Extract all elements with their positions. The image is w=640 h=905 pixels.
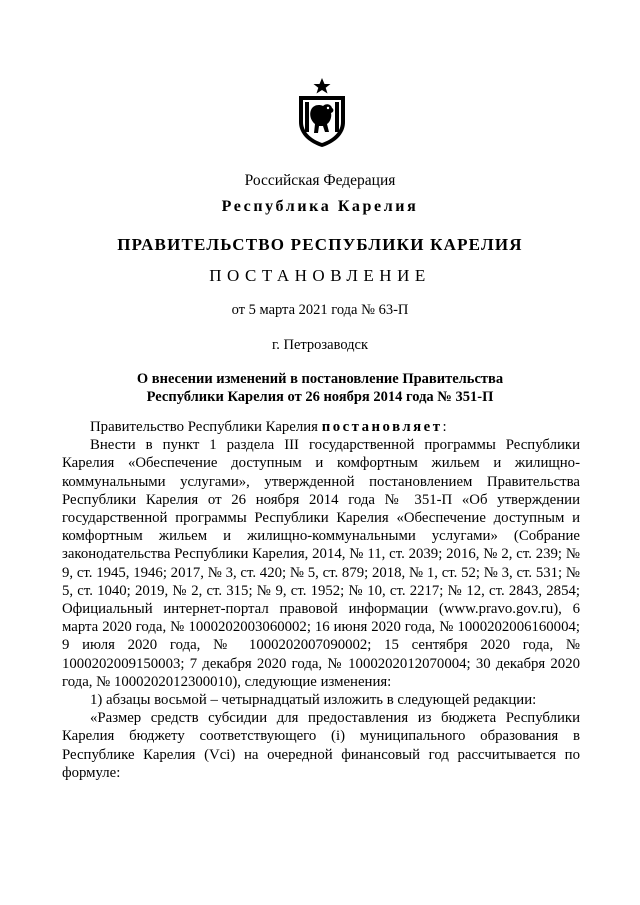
republic-heading: Республика Карелия: [221, 198, 419, 215]
decree-prefix: Правительство Республики Карелия: [90, 419, 322, 435]
document-body: [62, 418, 580, 782]
document-title-line: О внесении изменений в постановление Правительства: [136, 371, 504, 387]
body-paragraph: Внести в пункт 1 раздела III государственной программы Республики Карелия «Обеспечение доступным и комфортным жильем и жилищно-коммунальными услугами», утвержденной постановлением Правительства Республики Карелия от 26 ноября 2014 года № 351-П «Об утверждении государственной программы Республики Карелия «Обеспечение доступным и комфортным жильем и жилищно-коммунальными услугами» (Собрание законодательства Республики Карелия, 2014, № 11, ст. 2039; 2016, № 2, ст. 239; № 9, ст. 1945, 1946; 2017, № 3, ст. 420; № 5, ст. 879; 2018, № 1, ст. 52; № 3, ст. 531; № 5, ст. 1040; 2019, № 2, ст. 315; № 9, ст. 1952; № 10, ст. 2217; № 12, ст. 2843, 2854; Официальный интернет-портал правовой информации (www.pravo.gov.ru), 6 марта 2020 года, № 1000202003060002; 16 июня 2020 года, № 1000202006160004; 9 июля 2020 года, № 1000202007090002; 15 сентября 2020 года, № 1000202009150003; 7 декабря 2020 года, № 1000202012070004; 30 декабря 2020 года, № 1000202012300010), следующие изменения:: [62, 437, 580, 690]
document-date: от 5 марта 2021 года № 63-П: [231, 302, 409, 318]
government-heading: ПРАВИТЕЛЬСТВО РЕСПУБЛИКИ КАРЕЛИЯ: [117, 235, 523, 254]
country-heading: Российская Федерация: [244, 172, 396, 189]
decree-paragraph: [62, 418, 580, 436]
document-title: [0, 370, 640, 406]
document-title-line: Республики Карелия от 26 ноября 2014 года № 351-П: [146, 389, 494, 405]
body-paragraph: 1) абзацы восьмой – четырнадцатый изложить в следующей редакции:: [90, 692, 537, 709]
document-type-heading: ПОСТАНОВЛЕНИЕ: [209, 266, 431, 285]
decree-suffix: :: [442, 419, 447, 435]
document-city: г. Петрозаводск: [271, 337, 369, 353]
decree-verb: постановляет: [321, 419, 443, 435]
karelia-coat-of-arms-icon: [296, 76, 348, 148]
body-paragraph: «Размер средств субсидии для предоставления из бюджета Республики Карелия бюджету соответствующего (i) муниципального образования в Республике Карелия (Vci) на очередной финансовый год рассчитывается по формуле:: [62, 710, 580, 781]
